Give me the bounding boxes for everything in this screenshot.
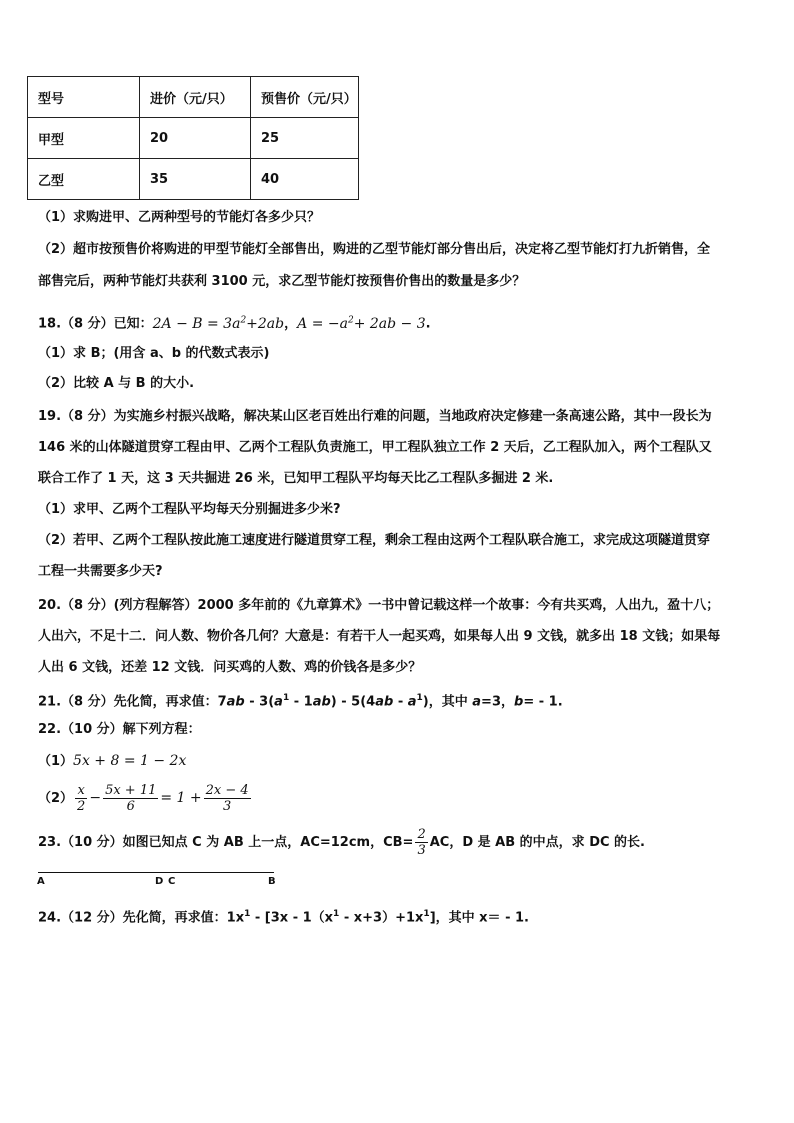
frac-num: 2: [417, 827, 426, 842]
fraction: [103, 783, 158, 814]
table-cell: 20: [140, 118, 251, 159]
q21: [38, 688, 563, 712]
q18-stem: [38, 310, 431, 335]
q21-text: ) - 5(4: [330, 694, 376, 710]
q21-exp: 1: [282, 693, 290, 703]
q21-text: 21.（8 分）先化简，再求值：7: [38, 694, 227, 710]
table-row: [28, 159, 359, 200]
q19-part2-line1: （2）若甲、乙两个工程队按此施工速度进行隧道贯穿工程，剩余工程由这两个工程队联合施工，求完成这项隧道贯穿: [38, 533, 711, 548]
q24-text: ]，其中 x＝ - 1.: [429, 910, 529, 926]
q18-eq2: [297, 316, 426, 332]
fraction: [204, 783, 251, 814]
q21-text: - 3(: [244, 694, 275, 710]
eq1-lhs: 2A − B = 3a: [152, 315, 241, 332]
q24-exp: 1: [423, 909, 430, 919]
table-header-row: [28, 77, 359, 118]
q17-part1: （1）求购进甲、乙两种型号的节能灯各多少只？: [38, 210, 321, 225]
q20-line2: 人出六，不足十二．问人数、物价各几何？大意是：有若干人一起买鸡，如果每人出 9 文钱，就多出 18 文钱；如果每: [38, 629, 721, 644]
q18-part1: （1）求 B；(用含 a、b 的代数式表示): [38, 346, 270, 361]
q24-text: 24.（12 分）先化简，再求值：1x: [38, 910, 245, 926]
eq2-exp: 2: [347, 315, 354, 325]
fraction: [75, 783, 87, 814]
minus-sign: −: [89, 790, 102, 806]
table-cell: 40: [251, 159, 359, 200]
fraction: [415, 827, 427, 858]
q23: [38, 825, 645, 861]
frac-num: 5x + 11: [105, 783, 157, 798]
table-cell: 乙型: [28, 159, 140, 200]
q21-exp: 1: [416, 693, 423, 703]
q23-text: AC，D 是 AB 的中点，求 DC 的长.: [429, 835, 645, 850]
q22-part2-label: （2）: [38, 791, 74, 806]
q17-part2-line2: 部售完后，两种节能灯共获利 3100 元，求乙型节能灯按预售价售出的数量是多少？: [38, 274, 526, 289]
frac-den: 3: [417, 843, 426, 858]
table-header-cell: 预售价（元/只）: [251, 77, 359, 118]
q19-line1: 19.（8 分）为实施乡村振兴战略，解决某山区老百姓出行难的问题，当地政府决定修建一条高速公路，其中一段长为: [38, 409, 712, 424]
point-d-label: D: [155, 876, 164, 887]
q24-exp: 1: [333, 909, 340, 919]
q19-part2-line2: 工程一共需要多少天?: [38, 564, 163, 579]
q21-text: )，其中: [422, 694, 473, 710]
q19-line3: 联合工作了 1 天，这 3 天共掘进 26 米，已知甲工程队平均每天比乙工程队多掘进 2 米.: [38, 471, 554, 486]
q21-var: a: [274, 694, 283, 710]
q21-var: a: [472, 694, 482, 710]
q21-var: ab: [226, 694, 245, 710]
q24-text: - [3x - 1（x: [250, 910, 334, 926]
eq2-rhs: + 2ab − 3: [353, 315, 426, 332]
equals-one: = 1 +: [160, 790, 202, 806]
eq1-rhs: +2ab: [246, 315, 285, 332]
frac-num: 2x − 4: [205, 783, 249, 798]
q20-line1: 20.（8 分）(列方程解答）2000 多年前的《九章算术》一书中曾记载这样一个故事：今有共买鸡，人出九，盈十八；: [38, 598, 720, 613]
q22-part1: [38, 751, 186, 772]
eq1-exp: 2: [240, 315, 247, 325]
frac-den: 6: [126, 799, 135, 814]
q21-text: = - 1.: [523, 694, 563, 710]
q20-line3: 人出 6 文钱，还差 12 文钱．问买鸡的人数、鸡的价钱各是多少？: [38, 660, 422, 675]
q22-stem: 22.（10 分）解下列方程：: [38, 722, 201, 737]
q22-equation1: 5x + 8 = 1 − 2x: [73, 753, 187, 769]
q18-sep: ，: [284, 316, 298, 332]
eq2-lhs: A = −a: [297, 315, 348, 332]
point-b-label: B: [268, 876, 276, 887]
table-cell: 甲型: [28, 118, 140, 159]
table-row: [28, 118, 359, 159]
q21-text: - 1: [289, 694, 313, 710]
q18-part2: （2）比较 A 与 B 的大小.: [38, 376, 195, 391]
q19-line2: 146 米的山体隧道贯穿工程由甲、乙两个工程队负责施工，甲工程队独立工作 2 天后，乙工程队加入，两个工程队又: [38, 440, 712, 455]
q21-var: ab: [375, 694, 394, 710]
table-cell: 25: [251, 118, 359, 159]
q21-text: =3，: [481, 694, 514, 710]
segment-ab: [38, 872, 274, 873]
q21-var: ab: [312, 694, 331, 710]
table-cell: 35: [140, 159, 251, 200]
q19-part1: （1）求甲、乙两个工程队平均每天分别掘进多少米?: [38, 502, 341, 517]
q24: [38, 904, 529, 928]
q24-text: - x+3）+1x: [339, 910, 424, 926]
q23-text: 23.（10 分）如图已知点 C 为 AB 上一点，AC=12cm，CB=: [38, 835, 414, 850]
q17-part2-line1: （2）超市按预售价将购进的甲型节能灯全部售出，购进的乙型节能灯部分售出后，决定将乙型节能灯打九折销售，全: [38, 242, 711, 257]
q22-part1-label: （1）: [38, 754, 74, 769]
q21-var: a: [407, 694, 417, 710]
price-table: [27, 76, 359, 200]
q18-label: 18.（8 分）已知：: [38, 316, 153, 332]
table-header-cell: 型号: [28, 77, 140, 118]
q18-eq1: [153, 316, 285, 332]
frac-num: x: [75, 783, 87, 799]
q21-var: b: [514, 694, 524, 710]
table-header-cell: 进价（元/只）: [140, 77, 251, 118]
q21-text: -: [393, 694, 408, 710]
q18-end: .: [425, 316, 431, 332]
q24-exp: 1: [244, 909, 251, 919]
point-a-label: A: [37, 876, 45, 887]
q22-part2: [38, 780, 253, 817]
point-c-label: C: [168, 876, 176, 887]
frac-den: 3: [223, 799, 232, 814]
frac-den: 2: [77, 799, 86, 814]
